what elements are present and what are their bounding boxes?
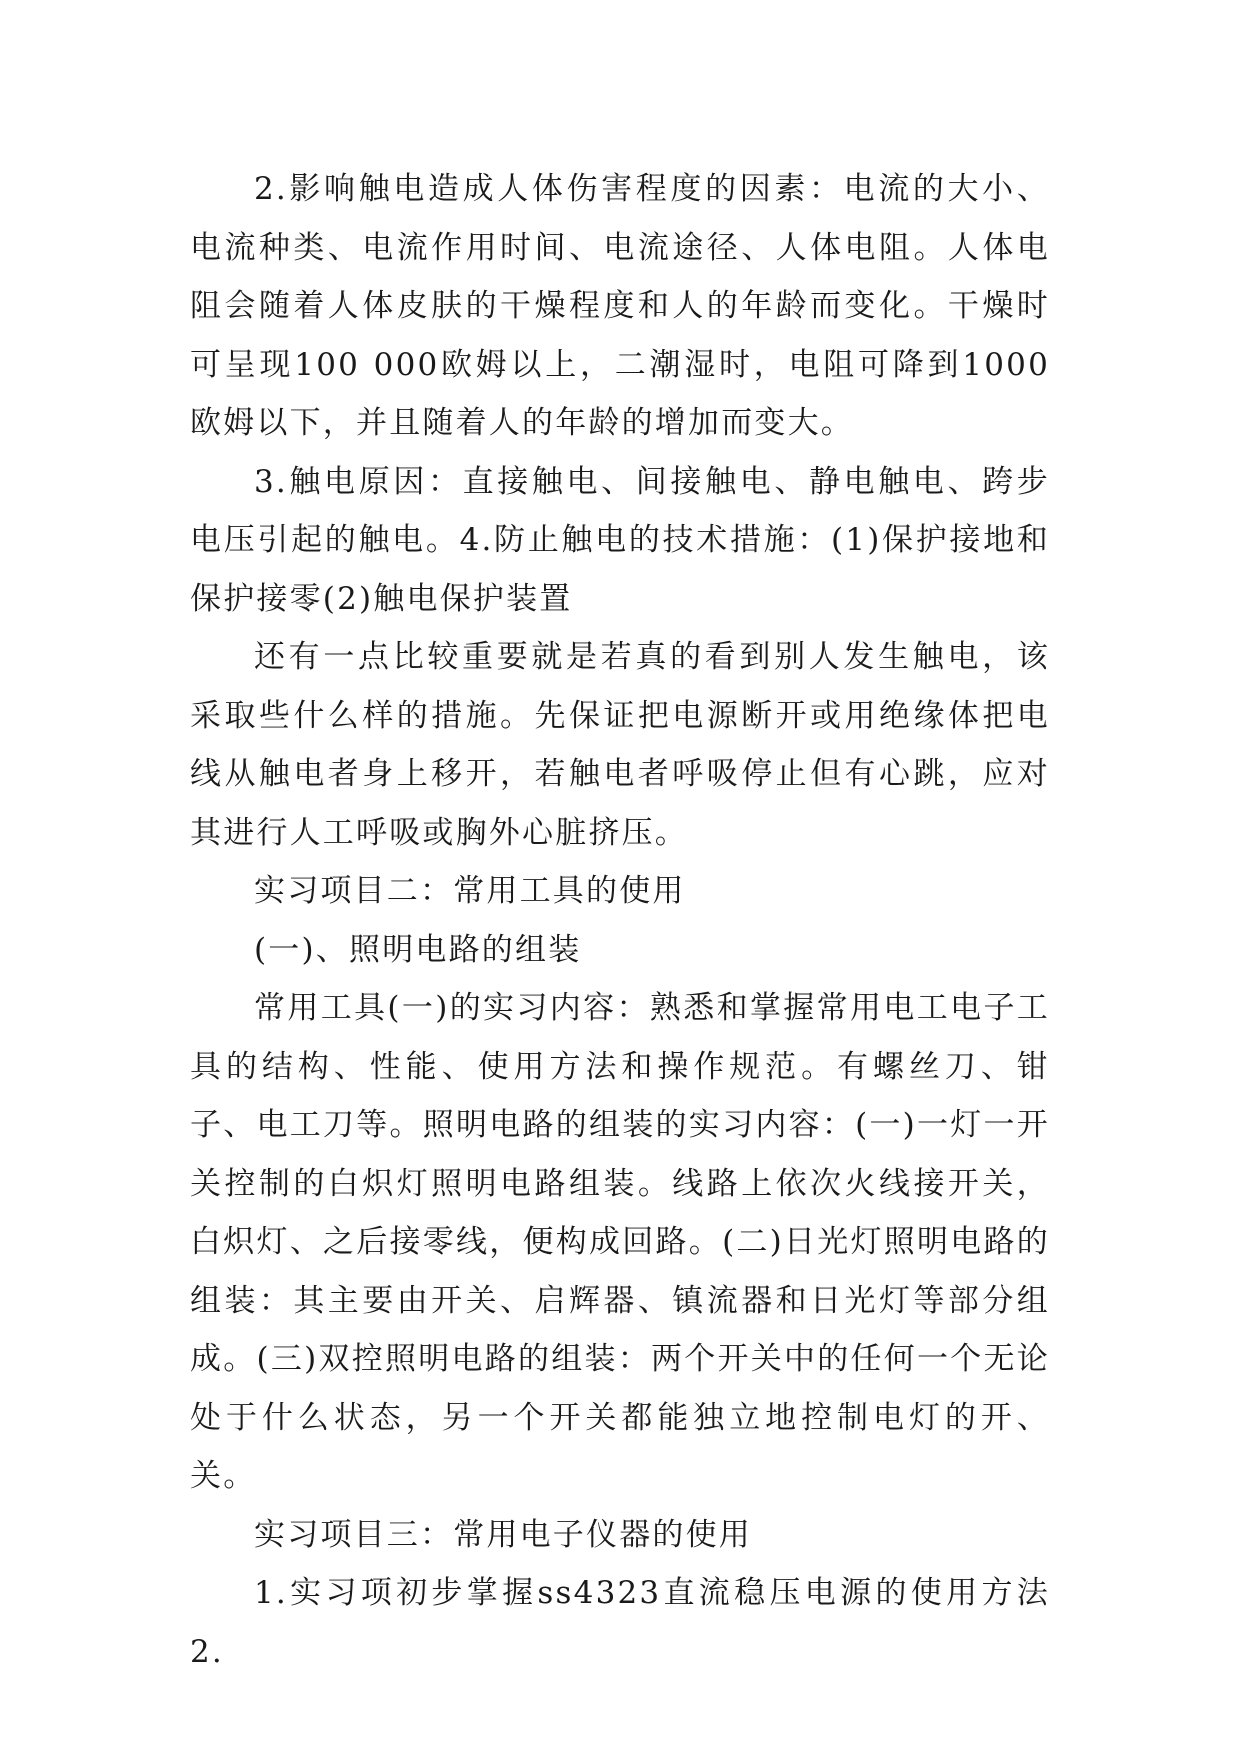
heading-project-three: 实习项目三：常用电子仪器的使用 <box>254 1516 752 1553</box>
paragraph-rescue-measures: 还有一点比较重要就是若真的看到别人发生触电，该采取些什么样的措施。先保证把电源断开或用绝缘体把电线从触电者身上移开，若触电者呼吸停止但有心跳，应对其进行人工呼吸或胸外心脏挤压。 <box>190 639 1050 851</box>
subheading-lighting-circuit: (一)、照明电路的组装 <box>254 931 582 968</box>
document-body <box>190 160 1050 1681</box>
paragraph-common-tools: 常用工具(一)的实习内容：熟悉和掌握常用电工电子工具的结构、性能、使用方法和操作规范。有螺丝刀、钳子、电工刀等。照明电路的组装的实习内容：(一)一灯一开关控制的白炽灯照明电路组装。线路上依次火线接开关，白炽灯、之后接零线，便构成回路。(二)日光灯照明电路的组装：其主要由开关、启辉器、镇流器和日光灯等部分组成。(三)双控照明电路的组装：两个开关中的任何一个无论处于什么状态，另一个开关都能独立地控制电灯的开、关。 <box>190 990 1050 1494</box>
paragraph-power-supply: 1.实习项初步掌握ss4323直流稳压电源的使用方法 2. <box>190 1575 1050 1670</box>
paragraph-electric-shock-causes: 3.触电原因：直接触电、间接触电、静电触电、跨步电压引起的触电。4.防止触电的技术措施：(1)保护接地和保护接零(2)触电保护装置 <box>190 463 1050 617</box>
paragraph-electric-shock-factors: 2.影响触电造成人体伤害程度的因素：电流的大小、电流种类、电流作用时间、电流途径、人体电阻。人体电阻会随着人体皮肤的干燥程度和人的年龄而变化。干燥时可呈现100 000欧姆以上，二潮湿时，电阻可降到1000欧姆以下，并且随着人的年龄的增加而变大。 <box>190 171 1050 441</box>
heading-project-two: 实习项目二：常用工具的使用 <box>254 873 686 909</box>
